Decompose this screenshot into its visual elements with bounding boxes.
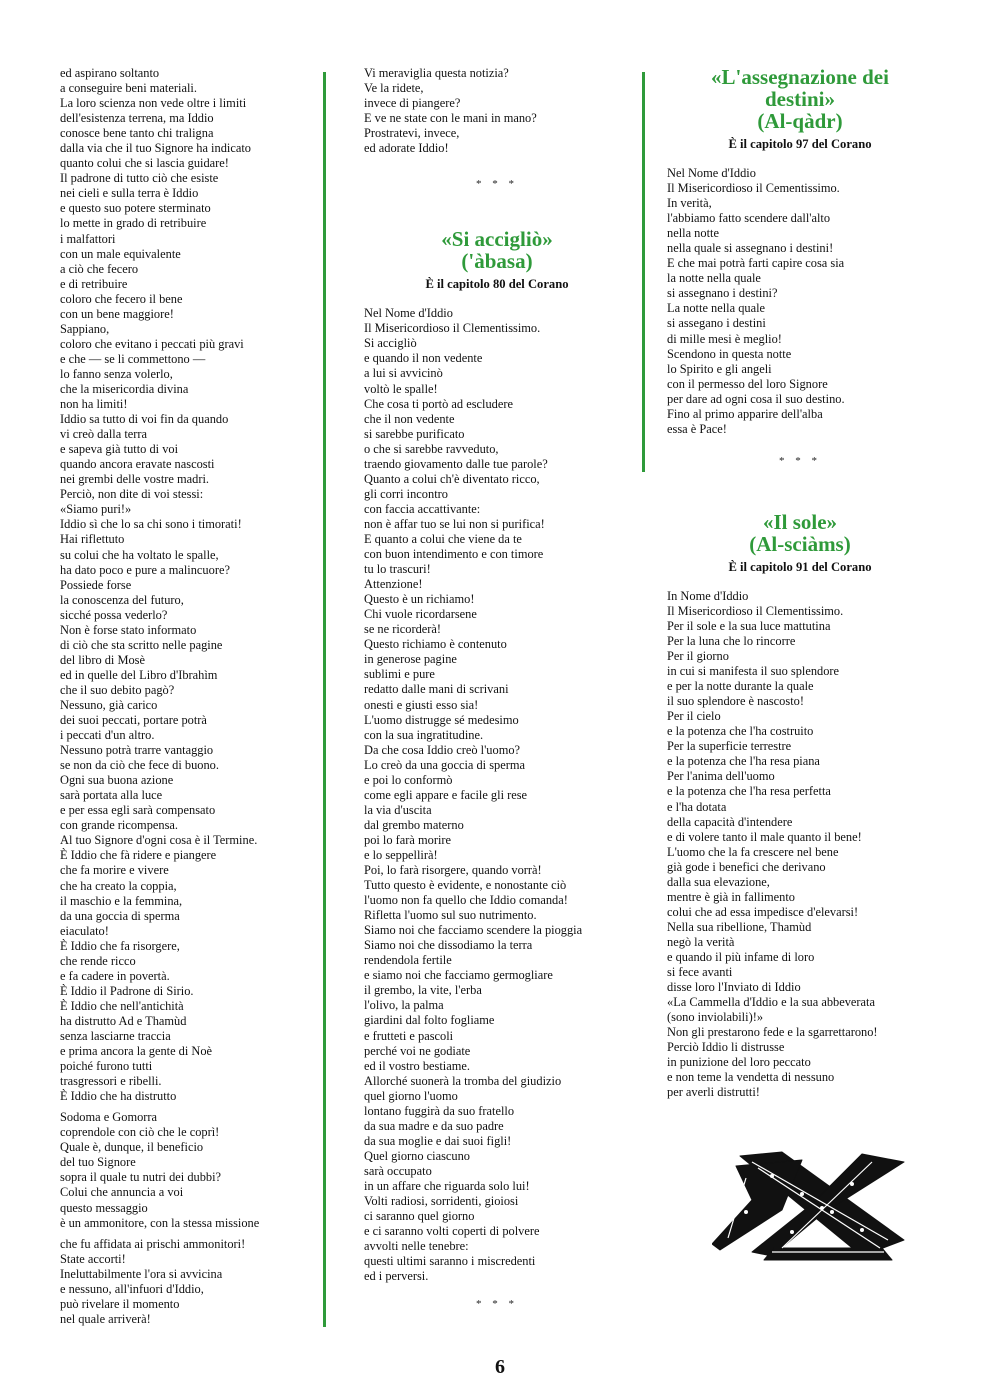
- text-line: avvolti nelle tenebre:: [364, 1239, 469, 1254]
- text-line: rendendola fertile: [364, 953, 452, 968]
- text-line: per averli distrutti!: [667, 1085, 760, 1100]
- column-1-text: [60, 66, 312, 1327]
- text-line: Vi meraviglia questa notizia?: [364, 66, 509, 80]
- text-line: in un affare che riguarda solo lui!: [364, 1179, 530, 1193]
- text-line: e la potenza che l'ha costruito: [667, 724, 814, 739]
- column-3: [667, 66, 933, 1100]
- text-line: onesti e giusti esso sia!: [364, 697, 479, 712]
- text-line: Ineluttabilmente l'ora si avvicina: [60, 1266, 223, 1281]
- page-number: 6: [495, 1356, 505, 1378]
- column-divider-left: [323, 72, 326, 1327]
- text-line: è un ammonitore, con la stessa missione: [60, 1215, 260, 1230]
- text-line: Ogni sua buona azione: [60, 773, 174, 788]
- text-line: Perciò Iddio li distrusse: [667, 1040, 785, 1055]
- text-line: State accorti!: [60, 1251, 126, 1266]
- text-line: conosce bene tanto chi traligna: [60, 126, 214, 141]
- text-line: e l'ha dotata: [667, 799, 727, 814]
- column-divider-right: [642, 72, 645, 472]
- text-line: in punizione del loro peccato: [667, 1055, 811, 1070]
- text-line: e di volere tanto il male quanto il bene!: [667, 829, 862, 844]
- text-line: L'uomo che la fa crescere nel bene: [667, 844, 839, 859]
- text-line: negò la verità: [667, 934, 735, 949]
- text-line: e poi lo conformò: [364, 772, 453, 787]
- text-line: che rende ricco: [60, 953, 136, 968]
- section-title-line: (Al-qàdr): [757, 109, 843, 133]
- column-2: [364, 66, 630, 1310]
- text-line: con il permesso del loro Signore: [667, 376, 828, 391]
- text-line: e frutteti e pascoli: [364, 1028, 454, 1043]
- text-line: da sua madre e da suo padre: [364, 1118, 504, 1133]
- text-line: gli corri incontro: [364, 486, 448, 501]
- text-line: e nessuno, all'infuori d'Iddio,: [60, 1281, 204, 1296]
- text-line: da una goccia di sperma: [60, 908, 180, 923]
- text-line: dei suoi peccati, portare potrà: [60, 713, 207, 728]
- text-line: quando ancora eravate nascosti: [60, 457, 215, 472]
- text-line: Per il cielo: [667, 709, 721, 724]
- text-line: L'uomo distrugge sé medesimo: [364, 712, 519, 727]
- text-line: Per l'anima dell'uomo: [667, 769, 775, 784]
- text-line: o che si sarebbe ravveduto,: [364, 441, 499, 456]
- text-line: e prima ancora la gente di Noè: [60, 1044, 213, 1059]
- text-line: la conoscenza del futuro,: [60, 592, 184, 607]
- text-line: si assegano i destini: [667, 316, 766, 331]
- text-line: senza lasciarne traccia: [60, 1029, 171, 1043]
- text-line: dell'esistenza terrena, ma Iddio: [60, 111, 214, 126]
- text-line: voltò le spalle!: [364, 381, 438, 396]
- text-line: se non da ciò che fece di buono.: [60, 758, 219, 773]
- text-line: ci saranno quel giorno: [364, 1209, 475, 1224]
- text-line: il maschio e la femmina,: [60, 893, 183, 908]
- text-line: lo fanno senza volerlo,: [60, 366, 173, 381]
- text-line: i malfattori: [60, 231, 116, 246]
- text-line: della capacità d'intendere: [667, 814, 793, 829]
- separator-stars: * * *: [476, 1298, 518, 1311]
- text-line: tu lo trascuri!: [364, 562, 431, 577]
- text-line: E ve ne state con le mani in mano?: [364, 111, 537, 126]
- text-line: Sodoma e Gomorra: [60, 1110, 158, 1125]
- section-title-line: destini»: [764, 87, 835, 111]
- text-line: Il Misericordioso il Clementissimo.: [364, 321, 541, 336]
- text-line: e non teme la vendetta di nessuno: [667, 1070, 835, 1085]
- text-line: La notte nella quale: [667, 301, 766, 316]
- text-line: Questo richiamo è contenuto: [364, 637, 507, 652]
- text-line: a lui si avvicinò: [364, 366, 443, 381]
- section-title-line: «Si accigliò»: [441, 227, 553, 252]
- text-line: giardini dal folto fogliame: [364, 1013, 495, 1028]
- text-line: a ciò che fecero: [60, 261, 139, 276]
- section-subtitle: È il capitolo 91 del Corano: [728, 559, 872, 574]
- section-title-al-qadr: [667, 66, 933, 132]
- text-line: disse loro l'Inviato di Iddio: [667, 980, 801, 995]
- text-line: vi creò dalla terra: [60, 427, 148, 442]
- text-line: e quando il più infame di loro: [667, 949, 815, 964]
- text-line: in cui si manifesta il suo splendore: [667, 664, 840, 679]
- text-line: Questo è un richiamo!: [364, 592, 475, 607]
- text-line: Nel Nome d'Iddio: [667, 166, 756, 180]
- text-line: se ne ricorderà!: [364, 622, 442, 637]
- text-line: invece di piangere?: [364, 96, 461, 111]
- text-line: può rivelare il momento: [60, 1296, 180, 1311]
- text-line: l'olivo, la palma: [364, 998, 444, 1013]
- text-line: questi ultimi saranno i miscredenti: [364, 1254, 536, 1269]
- text-line: Il padrone di tutto ciò che esiste: [60, 171, 219, 186]
- section-subtitle: È il capitolo 97 del Corano: [728, 137, 872, 151]
- text-line: Sappiano,: [60, 321, 110, 336]
- text-line: Non gli prestarono fede e la sgarrettarono!: [667, 1025, 878, 1040]
- text-line: che il suo debito pagò?: [60, 682, 175, 697]
- text-line: La loro scienza non vede oltre i limiti: [60, 96, 247, 111]
- text-line: si assegnano i destini?: [667, 286, 778, 301]
- text-line: a conseguire beni materiali.: [60, 81, 197, 96]
- text-line: È Iddio che nell'antichità: [60, 998, 184, 1013]
- text-line: Quel giorno ciascuno: [364, 1148, 470, 1163]
- text-line: lo Spirito e gli angeli: [667, 361, 772, 376]
- column-3-text-1: [667, 166, 933, 437]
- text-line: Il Misericordioso il Cementissimo.: [667, 181, 840, 196]
- text-line: Siamo noi che facciamo scendere la pioggia: [364, 923, 583, 938]
- text-line: Si accigliò: [364, 336, 417, 351]
- section-title-line: (Al-sciàms): [749, 531, 851, 556]
- text-line: Per la superficie terrestre: [667, 739, 792, 754]
- text-line: e lo seppellirà!: [364, 847, 438, 862]
- text-line: Volti radiosi, sorridenti, gioiosi: [364, 1194, 519, 1209]
- text-line: poi lo farà morire: [364, 832, 452, 847]
- text-line: Lo creò da una goccia di sperma: [364, 757, 526, 772]
- text-line: Iddio sa tutto di voi fin da quando: [60, 412, 229, 427]
- text-line: non ha limiti!: [60, 397, 128, 412]
- text-line: e per la notte durante la quale: [667, 679, 814, 694]
- text-line: di mille mesi è meglio!: [667, 331, 782, 346]
- text-line: È Iddio che fa risorgere,: [60, 938, 180, 953]
- text-line: colui che ad essa impedisce d'elevarsi!: [667, 904, 859, 919]
- text-line: Il Misericordioso il Clementissimo.: [667, 603, 844, 618]
- text-line: Quale è, dunque, il beneficio: [60, 1140, 204, 1155]
- text-line: con un bene maggiore!: [60, 306, 174, 321]
- text-line: coloro che evitano i peccati più gravi: [60, 336, 244, 351]
- text-line: nei cieli e sulla terra è Iddio: [60, 186, 199, 201]
- text-line: di ciò che sta scritto nelle pagine: [60, 637, 223, 652]
- text-line: ed i perversi.: [364, 1269, 429, 1284]
- text-line: ed adorate Iddio!: [364, 141, 449, 156]
- text-line: Per il sole e la sua luce mattutina: [667, 618, 831, 633]
- column-2-text: [364, 306, 630, 1284]
- text-line: e fa cadere in povertà.: [60, 968, 170, 983]
- text-line: Poi, lo farà risorgere, quando vorrà!: [364, 863, 542, 878]
- text-line: su colui che ha voltato le spalle,: [60, 547, 219, 562]
- text-line: la via d'uscita: [364, 802, 432, 817]
- text-line: e per essa egli sarà compensato: [60, 803, 216, 818]
- text-line: che fu affidata ai prischi ammonitori!: [60, 1236, 246, 1251]
- text-line: lo mette in grado di retribuire: [60, 216, 207, 231]
- text-line: Nella sua ribellione, Thamùd: [667, 919, 812, 934]
- text-line: trasgressori e ribelli.: [60, 1074, 162, 1089]
- text-line: nel quale arriverà!: [60, 1311, 151, 1326]
- text-line: Nessuno, già carico: [60, 697, 158, 712]
- text-line: come egli appare e facile gli rese: [364, 787, 528, 802]
- text-line: È Iddio il Padrone di Sirio.: [60, 983, 194, 998]
- section-title-al-sciams: [667, 511, 933, 555]
- text-line: Per il giorno: [667, 649, 729, 664]
- section-title-line: «L'assegnazione dei: [711, 65, 889, 89]
- text-line: Nessuno potrà trarre vantaggio: [60, 743, 214, 758]
- separator-stars: * * *: [476, 178, 518, 191]
- text-line: redatto dalle mani di scrivani: [364, 682, 509, 697]
- text-line: dal grembo materno: [364, 817, 464, 832]
- text-line: sicché possa vederlo?: [60, 607, 168, 622]
- quran-stand-illustration: [712, 1148, 912, 1263]
- text-line: ha distrutto Ad e Thamùd: [60, 1013, 187, 1028]
- text-line: Per la luna che lo rincorre: [667, 633, 796, 648]
- text-line: del tuo Signore: [60, 1155, 136, 1170]
- text-line: nella quale si assegnano i destini!: [667, 241, 834, 256]
- text-line: e la potenza che l'ha resa perfetta: [667, 784, 831, 799]
- text-line: Da che cosa Iddio creò l'uomo?: [364, 742, 521, 757]
- text-line: e sapeva già tutto di voi: [60, 442, 179, 457]
- column-3-text-2: [667, 589, 933, 1101]
- text-line: Fino al primo apparire dell'alba: [667, 406, 823, 421]
- text-line: Hai riflettuto: [60, 532, 125, 547]
- text-line: per dare ad ogni cosa il suo destino.: [667, 391, 845, 406]
- text-line: con grande ricompensa.: [60, 818, 179, 833]
- text-line: che la misericordia divina: [60, 381, 189, 396]
- text-line: In Nome d'Iddio: [667, 588, 749, 603]
- text-line: sarà portata alla luce: [60, 788, 163, 803]
- text-line: si sarebbe purificato: [364, 426, 465, 441]
- text-line: (sono inviolabili)!»: [667, 1010, 764, 1025]
- text-line: e ci saranno volti coperti di polvere: [364, 1224, 540, 1239]
- column-1: [60, 66, 312, 1327]
- text-line: sopra il quale tu nutri dei dubbi?: [60, 1170, 222, 1185]
- text-line: ed in quelle del Libro d'Ibrahìm: [60, 667, 218, 682]
- text-line: la notte nella quale: [667, 271, 761, 286]
- text-line: si fece avanti: [667, 965, 733, 980]
- text-line: ed aspirano soltanto: [60, 66, 160, 80]
- column-2-intro: [364, 66, 630, 156]
- text-line: l'uomo non fa quello che Iddio comanda!: [364, 893, 568, 908]
- text-line: E che mai potrà farti capire cosa sia: [667, 256, 845, 271]
- text-line: Scendono in questa notte: [667, 346, 792, 361]
- text-line: essa è Pace!: [667, 421, 727, 436]
- section-title-line: «Il sole»: [762, 509, 838, 534]
- text-line: Nel Nome d'Iddio: [364, 306, 453, 321]
- text-line: dalla sua elevazione,: [667, 874, 770, 889]
- text-line: sublimi e pure: [364, 667, 435, 682]
- text-line: «Siamo puri!»: [60, 502, 132, 517]
- text-line: Che cosa ti portò ad escludere: [364, 396, 513, 411]
- text-line: che il non vedente: [364, 411, 455, 426]
- separator-stars: * * *: [779, 454, 821, 467]
- text-line: del libro di Mosè: [60, 652, 146, 667]
- text-line: e di retribuire: [60, 276, 128, 291]
- text-line: Prostratevi, invece,: [364, 126, 460, 141]
- text-line: nei grembi delle vostre madri.: [60, 472, 209, 487]
- text-line: È Iddio che ha distrutto: [60, 1089, 177, 1104]
- text-line: Rifletta l'uomo sul suo nutrimento.: [364, 908, 537, 923]
- text-line: ed il vostro bestiame.: [364, 1058, 470, 1073]
- section-title-abasa: [364, 228, 630, 272]
- text-line: lontano fuggirà da suo fratello: [364, 1103, 515, 1118]
- text-line: quel giorno l'uomo: [364, 1088, 458, 1103]
- text-line: In verità,: [667, 196, 712, 211]
- text-line: nella notte: [667, 226, 719, 241]
- text-line: mentre è già in fallimento: [667, 889, 795, 904]
- text-line: Chi vuole ricordarsene: [364, 607, 477, 622]
- text-line: dalla via che il tuo Signore ha indicato: [60, 141, 251, 156]
- text-line: eiaculato!: [60, 923, 109, 938]
- text-line: coprendole con ciò che le coprì!: [60, 1125, 220, 1140]
- text-line: e siamo noi che facciamo germogliare: [364, 968, 553, 983]
- text-line: il grembo, la vite, l'erba: [364, 983, 482, 998]
- text-line: Al tuo Signore d'ogni cosa è il Termine.: [60, 833, 258, 848]
- text-line: con un male equivalente: [60, 246, 181, 261]
- text-line: da sua moglie e dai suoi figli!: [364, 1133, 512, 1148]
- text-line: già gode i benefici che derivano: [667, 859, 826, 874]
- text-line: e che — se li commettono —: [60, 351, 206, 366]
- text-line: «La Cammella d'Iddio e la sua abbeverata: [667, 995, 875, 1010]
- text-line: con faccia accattivante:: [364, 501, 481, 516]
- text-line: traendo giovamento dalle tue parole?: [364, 456, 548, 471]
- text-line: Tutto questo è evidente, e nonostante ciò: [364, 878, 567, 893]
- text-line: non è affar tuo se lui non si purifica!: [364, 516, 545, 531]
- text-line: Attenzione!: [364, 577, 423, 592]
- text-line: i peccati d'un altro.: [60, 728, 155, 743]
- text-line: Siamo noi che dissodiamo la terra: [364, 938, 533, 953]
- text-line: Quanto a colui ch'è diventato ricco,: [364, 471, 540, 486]
- section-subtitle: È il capitolo 80 del Corano: [425, 277, 569, 292]
- text-line: ha dato poco e pure a malincuore?: [60, 562, 230, 577]
- text-line: con buon intendimento e con timore: [364, 547, 544, 562]
- text-line: in generose pagine: [364, 652, 457, 667]
- text-line: Allorché suonerà la tromba del giudizio: [364, 1073, 562, 1088]
- text-line: È Iddio che fà ridere e piangere: [60, 848, 217, 863]
- text-line: il suo splendore è nascosto!: [667, 694, 804, 709]
- text-line: Colui che annuncia a voi: [60, 1185, 184, 1200]
- text-line: quanto colui che si lascia guidare!: [60, 156, 229, 171]
- text-line: Perciò, non dite di voi stessi:: [60, 487, 204, 502]
- text-line: Iddio sì che lo sa chi sono i timorati!: [60, 517, 242, 532]
- text-line: questo messaggio: [60, 1200, 148, 1215]
- text-line: poiché furono tutti: [60, 1059, 153, 1074]
- text-line: che ha creato la coppia,: [60, 878, 177, 893]
- text-line: Ve la ridete,: [364, 81, 424, 96]
- text-line: con la sua ingratitudine.: [364, 727, 484, 742]
- text-line: l'abbiamo fatto scendere dall'alto: [667, 211, 831, 226]
- text-line: Non è forse stato informato: [60, 622, 197, 637]
- text-line: e la potenza che l'ha resa piana: [667, 754, 820, 769]
- section-title-line: ('àbasa): [461, 249, 533, 274]
- text-line: Possiede forse: [60, 577, 132, 592]
- text-line: che fa morire e vivere: [60, 863, 169, 878]
- text-line: sarà occupato: [364, 1163, 432, 1178]
- text-line: E quanto a colui che viene da te: [364, 531, 522, 546]
- text-line: coloro che fecero il bene: [60, 291, 183, 306]
- text-line: e questo suo potere sterminato: [60, 201, 211, 216]
- text-line: perché voi ne godiate: [364, 1043, 471, 1058]
- text-line: e quando il non vedente: [364, 351, 483, 366]
